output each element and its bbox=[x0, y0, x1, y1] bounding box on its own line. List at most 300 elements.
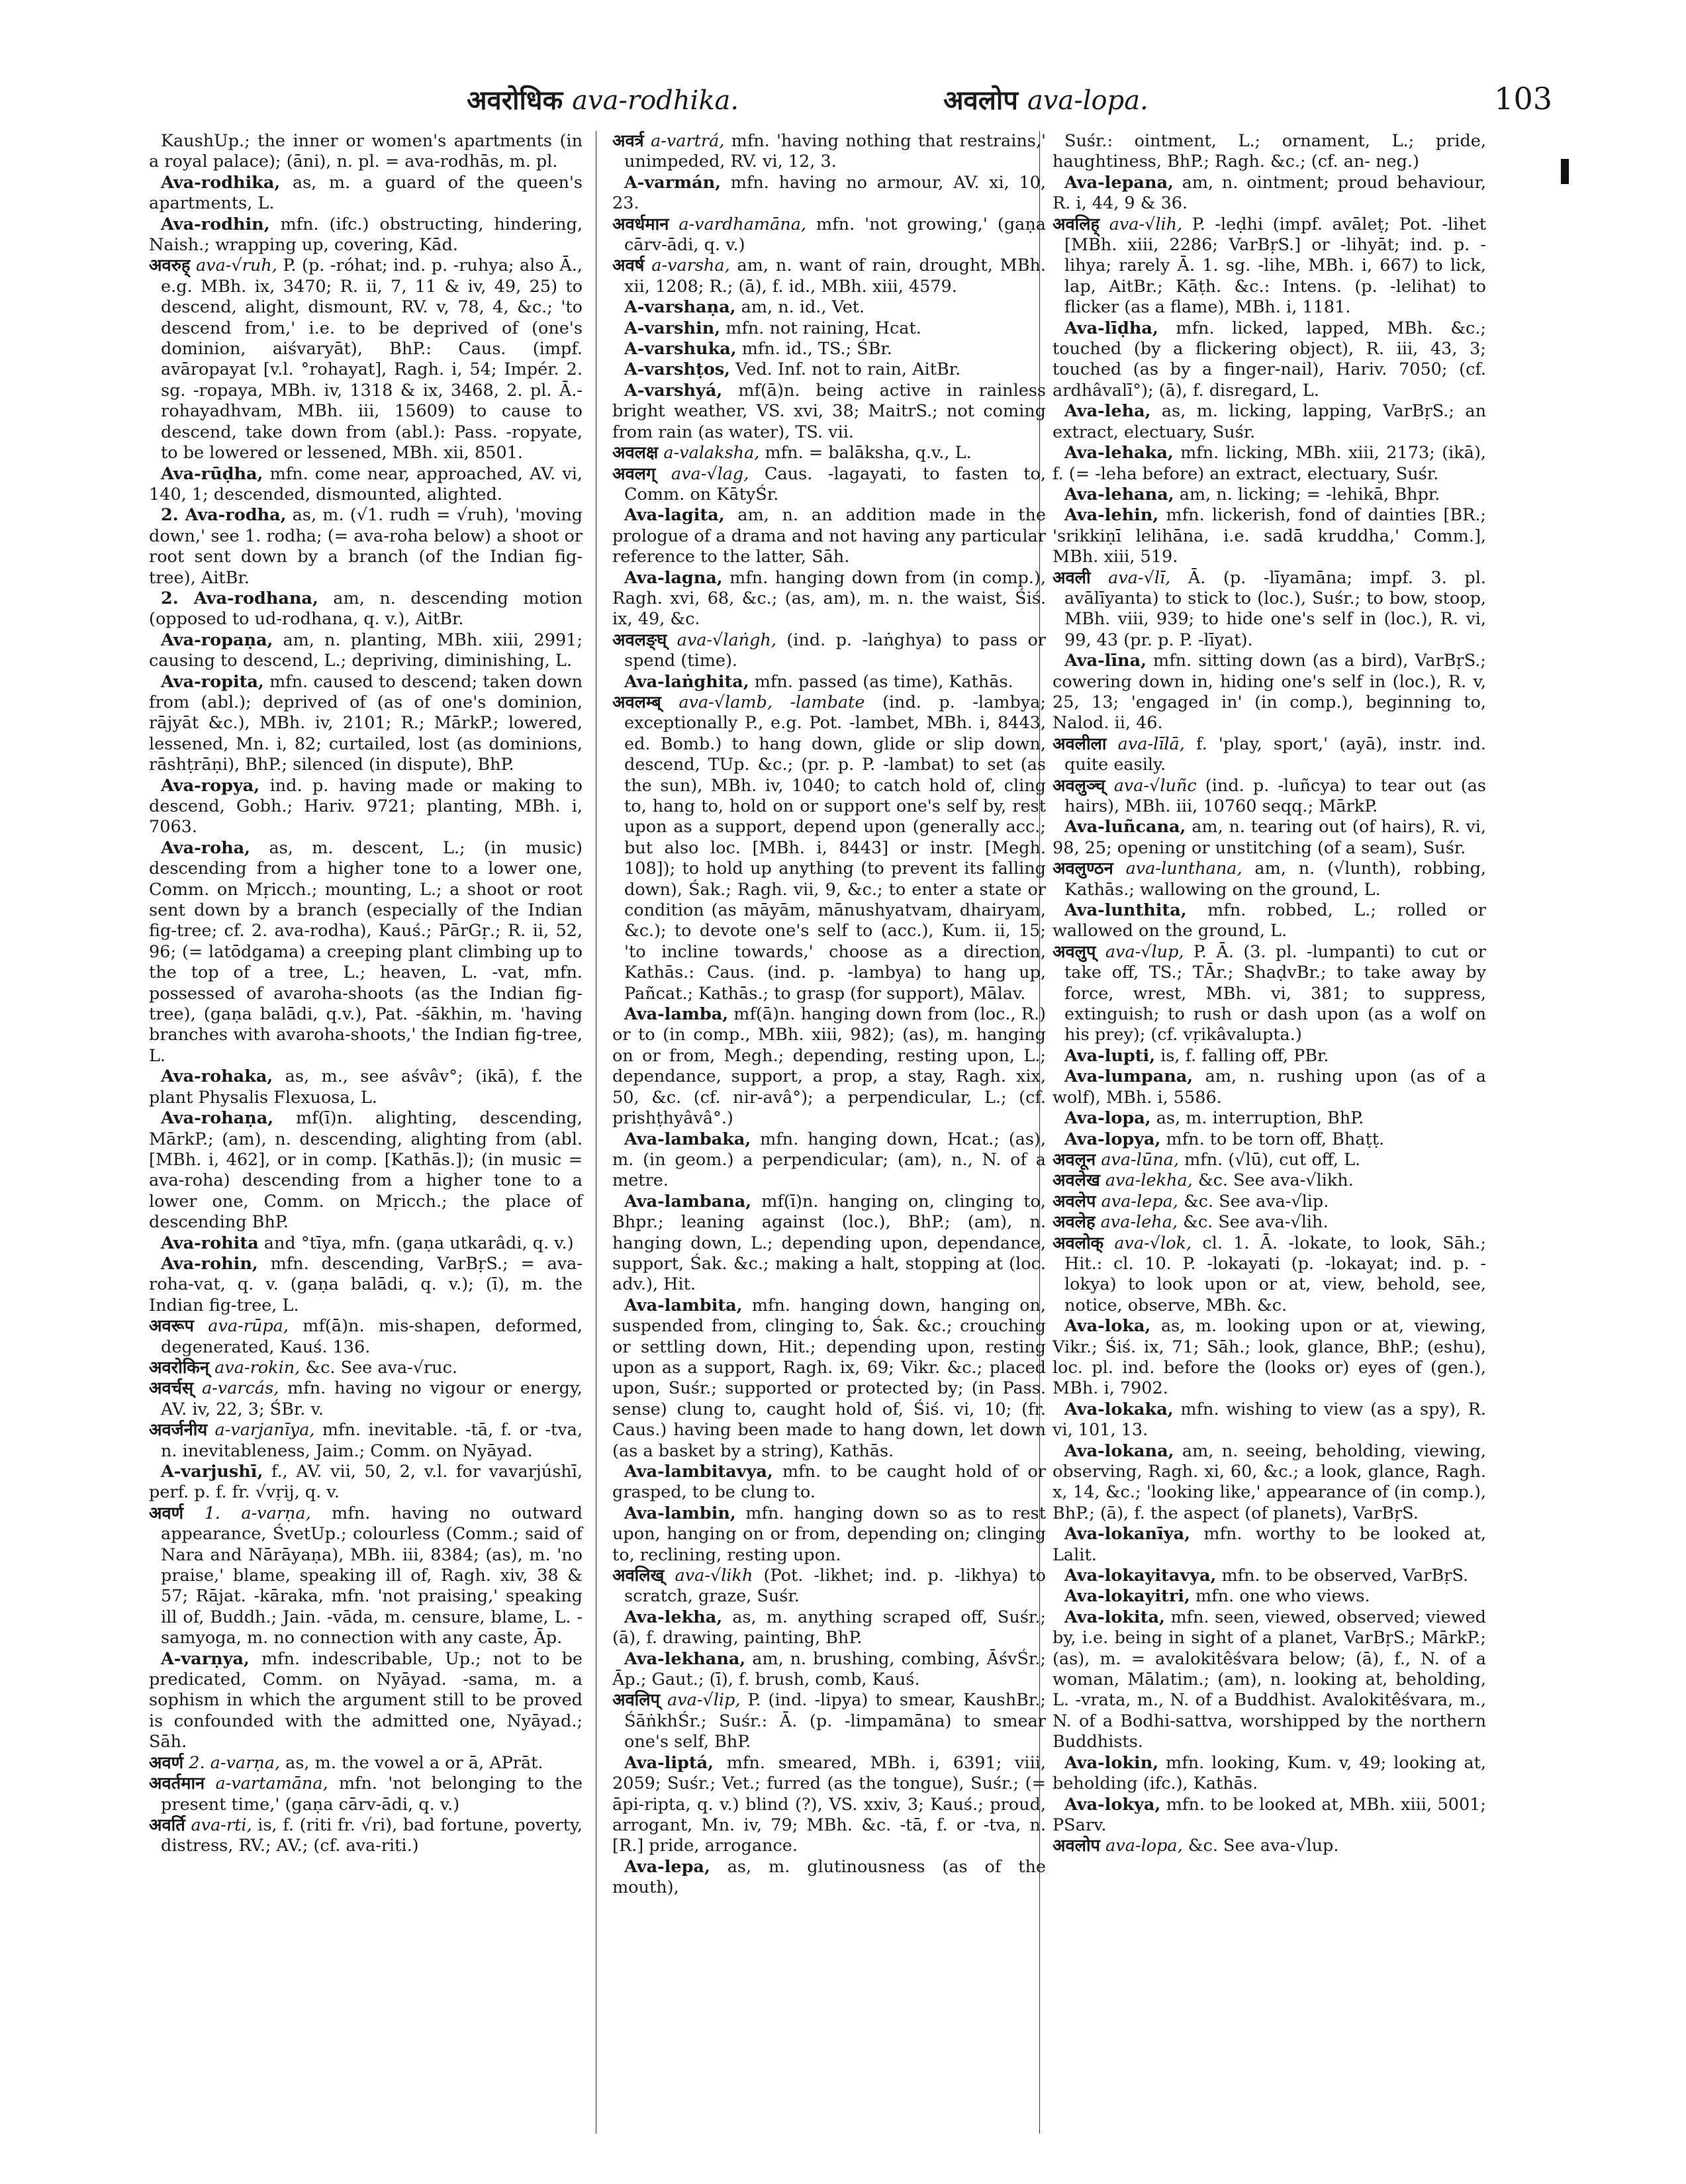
page-header bbox=[149, 81, 1552, 120]
sub-entry bbox=[1053, 318, 1486, 402]
bold-headword: Ava-rodhin, bbox=[161, 214, 270, 234]
margin-mark bbox=[1561, 159, 1569, 184]
devanagari-headword: अवर्जनीय bbox=[149, 1420, 208, 1441]
entry-definition: mfn. not raining, Hcat. bbox=[720, 318, 921, 338]
sub-entry bbox=[149, 1108, 583, 1233]
entry-definition: mf(ī)n. alighting, descending, MārkP.; (am), n. descending, alighting from (abl. [MBh. i, 462], or in comp. [Kathās.]); (in music = ava-roha) descending from a higher tone to a lower one, Comm. on Mṛicch.; the place of descending BhP. bbox=[149, 1108, 583, 1233]
entry-definition: as, m. a guard of the queen's apartments, L. bbox=[149, 172, 583, 214]
main-entry bbox=[149, 1774, 583, 1815]
devanagari-headword: अवलग् bbox=[612, 463, 656, 484]
sub-entry bbox=[1053, 1607, 1486, 1753]
sub-entry bbox=[612, 297, 1046, 318]
main-entry bbox=[612, 630, 1046, 672]
devanagari-headword: अवर्ति bbox=[149, 1815, 185, 1835]
devanagari-headword: अवलङ्घ् bbox=[612, 630, 667, 650]
main-entry bbox=[612, 464, 1046, 506]
transliterated-headword: a-vardhamāna, bbox=[679, 214, 807, 234]
devanagari-headword: अवलिप् bbox=[612, 1690, 661, 1711]
bold-headword: Ava-lopa, bbox=[1064, 1108, 1151, 1129]
transliterated-headword: ava-√lip, bbox=[667, 1690, 741, 1711]
bold-headword: Ava-luñcana, bbox=[1064, 817, 1186, 837]
entry-definition: mfn. hanging down, hanging on, suspended from, clinging to, Śak. &c.; crouching or settling down, Hit.; depending upon, resting upon as a support, Ragh. ix, 69; Vikr. &c.; placed upon, Suśr.; supported or protected by; (in Pass. sense) clung to, caught hold of, Śiś. vi, 10; (fr. Caus.) having been made to hang down, let down (as a basket by a string), Kathās. bbox=[612, 1295, 1046, 1461]
sub-entry bbox=[1053, 1316, 1486, 1400]
entry-definition: ind. p. having made or making to descend, Gobh.; Hariv. 9721; planting, MBh. i, 7063. bbox=[149, 775, 583, 837]
transliterated-headword: a-valaksha, bbox=[663, 443, 760, 463]
dictionary-column-2 bbox=[612, 131, 1046, 1899]
bold-headword: Ava-līḍha, bbox=[1064, 318, 1158, 338]
entry-definition: mfn. (ifc.) obstructing, hindering, Naish.; wrapping up, covering, Kād. bbox=[149, 214, 583, 256]
main-entry bbox=[612, 443, 1046, 463]
entry-definition: mfn. looking, Kum. v, 49; looking at, beholding (ifc.), Kathās. bbox=[1053, 1752, 1486, 1794]
entry-definition: mfn. smeared, MBh. i, 6391; viii, 2059; Suśr.; Vet.; furred (as the tongue), Suśr.; (= āpi-ripta, q. v.) blind (?), VS. xxiv, 3; Kauś.; proud, arrogant, Mn. iv, 79; MBh. &c. -tā, f. or -tva, n. [R.] pride, arrogance. bbox=[612, 1752, 1046, 1856]
bold-headword: Ava-lekha, bbox=[624, 1607, 723, 1627]
entry-definition: mfn. passed (as time), Kathās. bbox=[749, 671, 1013, 692]
right-running-head bbox=[943, 81, 1148, 117]
entry-definition: (ind. p. -luñcya) to tear out (as hairs), MBh. iii, 10760 seqq.; MārkP. bbox=[1064, 775, 1486, 816]
entry-definition: mfn. caused to descend; taken down from (abl.); deprived of (as of one's dominion, rājyāt &c.), MBh. iv, 2101; R.; MārkP.; lowered, lessened, Mn. i, 82; curtailed, lost (as dominions, rāshṭrāṇi), BhP.; silenced (in dispute), BhP. bbox=[149, 671, 583, 775]
sub-entry bbox=[1053, 1129, 1486, 1150]
devanagari-headword: अवर्ण bbox=[149, 1752, 184, 1773]
sub-entry bbox=[612, 381, 1046, 443]
bold-headword: 2. Ava-rodha, bbox=[161, 505, 287, 526]
entry-definition: am, n. (√lunth), robbing, Kathās.; wallowing on the ground, L. bbox=[1064, 859, 1486, 900]
main-entry bbox=[149, 1503, 583, 1649]
devanagari-headword: अवलून bbox=[1053, 1149, 1096, 1170]
entry-definition: mf(ā)n. hanging down from (loc., R.) or to (in comp., MBh. xiii, 982); (as), m. hanging on or from, Megh.; depending, resting upon, L.; dependance, support, a prop, a stay, Ragh. xix, 50, &c. (cf. nir-avâ°); a perpendicular, L.; (cf. prishṭhyâvâ°.) bbox=[612, 1004, 1046, 1129]
bold-headword: Ava-lumpana, bbox=[1064, 1067, 1194, 1087]
bold-headword: Ava-lehaka, bbox=[1064, 443, 1174, 463]
bold-headword: A-varjushī, bbox=[161, 1462, 263, 1482]
transliterated-headword: a-varcás, bbox=[201, 1378, 279, 1399]
devanagari-headword: अवर्ण bbox=[149, 1503, 184, 1523]
entry-definition: mfn. having no vigour or energy, AV. iv, 22, 3; ŚBr. v. bbox=[161, 1378, 583, 1419]
dictionary-column-3 bbox=[1053, 131, 1486, 1857]
sub-entry bbox=[612, 1129, 1046, 1192]
bold-headword: Ava-lambaka, bbox=[624, 1129, 751, 1149]
bold-headword: Ava-liptá, bbox=[624, 1752, 714, 1773]
entry-definition: am, n. rushing upon (as of a wolf), MBh. i, 5586. bbox=[1053, 1067, 1486, 1108]
entry-definition: mf(ī)n. hanging on, clinging to, Bhpr.; leaning against (loc.), BhP.; (am), n. hanging down, L.; depending upon, dependance, support, Śak. &c.; making a halt, stopping at (loc. adv.), Hit. bbox=[612, 1191, 1046, 1295]
main-entry bbox=[612, 131, 1046, 173]
main-entry bbox=[149, 1358, 583, 1378]
sub-entry bbox=[612, 1296, 1046, 1462]
entry-definition: mfn. licking, MBh. xiii, 2173; (ikā), f. (= -leha before) an extract, electuary, Suśr. bbox=[1053, 443, 1486, 484]
bold-headword: Ava-leha, bbox=[1064, 401, 1151, 422]
entry-definition: mfn. worthy to be looked at, Lalit. bbox=[1053, 1524, 1486, 1565]
sub-entry bbox=[149, 776, 583, 838]
bold-headword: Ava-lepana, bbox=[1064, 172, 1174, 193]
dictionary-column-1 bbox=[149, 131, 583, 1857]
entry-definition: am, n. ointment; proud behaviour, R. i, 44, 9 & 36. bbox=[1053, 172, 1486, 214]
entry-definition: mf(ā)n. mis-shapen, deformed, degenerated, Kauś. 136. bbox=[161, 1316, 583, 1357]
entry-definition: mfn. inevitable. -tā, f. or -tva, n. inevitableness, Jaim.; Comm. on Nyāyad. bbox=[161, 1420, 583, 1461]
main-entry bbox=[1053, 214, 1486, 318]
entry-definition: am, n. planting, MBh. xiii, 2991; causing to descend, L.; depriving, diminishing, L. bbox=[149, 630, 583, 671]
sub-entry bbox=[149, 1462, 583, 1503]
entry-definition: mfn. (√lū), cut off, L. bbox=[1178, 1149, 1361, 1170]
devanagari-headword: अवलुञ्च् bbox=[1053, 775, 1105, 796]
transliterated-headword: a-vartrá, bbox=[651, 131, 725, 151]
transliterated-headword: ava-√lamb, -lambate bbox=[679, 692, 865, 712]
sub-entry bbox=[1053, 1566, 1486, 1586]
transliterated-headword: ava-√lih, bbox=[1109, 214, 1183, 234]
devanagari-headword: अवर्ष bbox=[612, 256, 645, 276]
transliterated-headword: 1. a-varṇa, bbox=[204, 1503, 311, 1523]
entry-definition: mfn. robbed, L.; rolled or wallowed on the ground, L. bbox=[1053, 900, 1486, 941]
entry-definition: mfn. wishing to view (as a spy), R. vi, 101, 13. bbox=[1053, 1399, 1486, 1441]
devanagari-headword: अवर्त्र bbox=[612, 131, 644, 151]
entry-definition: mfn. to be looked at, MBh. xiii, 5001; PSarv. bbox=[1053, 1794, 1486, 1835]
devanagari-headword: अवलक्ष bbox=[612, 443, 659, 463]
transliterated-headword: ava-lūna, bbox=[1101, 1149, 1179, 1170]
sub-entry bbox=[1053, 1400, 1486, 1441]
sub-entry bbox=[149, 505, 583, 589]
page-number: 103 bbox=[1494, 81, 1552, 117]
sub-entry bbox=[612, 1462, 1046, 1503]
bold-headword: Ava-lamba, bbox=[624, 1004, 729, 1025]
devanagari-headword: अवली bbox=[1053, 567, 1091, 588]
sub-entry bbox=[612, 1753, 1046, 1857]
bold-headword: Ava-lokana, bbox=[1064, 1441, 1174, 1461]
sub-entry bbox=[149, 630, 583, 672]
sub-entry bbox=[612, 672, 1046, 692]
bold-headword: Ava-lepa, bbox=[624, 1856, 710, 1877]
bold-headword: Ava-rodhika, bbox=[161, 172, 281, 193]
sub-entry bbox=[1053, 505, 1486, 567]
bold-headword: Ava-lupti, bbox=[1064, 1045, 1156, 1066]
bold-headword: Ava-laṅghita, bbox=[624, 671, 749, 692]
sub-entry bbox=[1053, 1441, 1486, 1525]
bold-headword: Ava-rohaka, bbox=[161, 1067, 273, 1087]
devanagari-headword: अवलोप bbox=[1053, 1836, 1101, 1856]
sub-entry bbox=[1053, 1108, 1486, 1129]
devanagari-headword: अवलिख् bbox=[612, 1566, 665, 1586]
devanagari-headword: अवर्चस् bbox=[149, 1378, 194, 1399]
sub-entry bbox=[149, 1233, 583, 1254]
bold-headword: Ava-lokita, bbox=[1064, 1607, 1165, 1627]
devanagari-headword: अवलिह् bbox=[1053, 214, 1100, 234]
bold-headword: A-varshuka, bbox=[624, 339, 737, 359]
devanagari-headword: अवलेप bbox=[1053, 1191, 1096, 1211]
sub-entry bbox=[1053, 651, 1486, 734]
sub-entry bbox=[612, 1503, 1046, 1566]
entry-definition: am, n. id., Vet. bbox=[735, 297, 865, 318]
entry-definition: as, m. interruption, BhP. bbox=[1150, 1108, 1364, 1129]
transliterated-headword: ava-rokin, bbox=[214, 1357, 301, 1378]
entry-definition: mfn. to be observed, VarBṛS. bbox=[1216, 1566, 1469, 1586]
main-entry bbox=[1053, 1233, 1486, 1317]
entry-definition: as, m. looking upon or at, viewing, Vikr.; Śiś. ix, 71; Sāh.; look, glance, BhP.; (eshu), loc. pl. ind. before the (looks or) eyes of (gen.), MBh. i, 7902. bbox=[1053, 1316, 1486, 1399]
main-entry bbox=[149, 1815, 583, 1857]
entry-definition: (Pot. -likhet; ind. p. -likhya) to scratch, graze, Suśr. bbox=[624, 1566, 1047, 1607]
transliterated-headword: ava-leha, bbox=[1100, 1212, 1178, 1233]
entry-definition: Ved. Inf. not to rain, AitBr. bbox=[730, 359, 961, 380]
right-head-latin: ava-lopa. bbox=[1027, 85, 1148, 116]
entry-definition: mfn. lickerish, fond of dainties [BR.; 'srikkiṇī lelihāna, i.e. sadā kruddha,' Comm.], MBh. xiii, 519. bbox=[1053, 505, 1486, 567]
sub-entry bbox=[1053, 401, 1486, 443]
transliterated-headword: ava-lopa, bbox=[1105, 1836, 1183, 1856]
main-entry bbox=[1053, 568, 1486, 651]
bold-headword: Ava-lambitavya, bbox=[624, 1462, 773, 1482]
sub-entry bbox=[149, 173, 583, 214]
bold-headword: A-varshaṇa, bbox=[624, 297, 736, 318]
entry-definition: as, m., see aśvâv°; (ikā), f. the plant Physalis Flexuosa, L. bbox=[149, 1067, 583, 1108]
sub-entry bbox=[1053, 1067, 1486, 1108]
sub-entry bbox=[149, 589, 583, 630]
entry-definition: am, n. tearing out (of hairs), R. vi, 98, 25; opening or unstitching (of a seam), Suśr. bbox=[1053, 817, 1486, 858]
entry-definition: as, m. descent, L.; (in music) descending from a higher tone to a lower one, Comm. on Mṛicch.; mounting, L.; a shoot or root sent down by a branch (especially of the Indian fig-tree; cf. 2. ava-rodha), Kauś.; PārGṛ.; R. ii, 52, 96; (= latōdgama) a creeping plant climbing up to the top of a tree, L.; heaven, L. -vat, mfn. possessed of avaroha-shoots (as the Indian fig-tree), (gaṇa balādi, q.v.), Pat. -śākhin, m. 'having branches with avaroha-shoots,' the Indian fig-tree, L. bbox=[149, 837, 583, 1066]
entry-definition: mfn. descending, VarBṛS.; = ava-roha-vat, q. v. (gaṇa balādi, q. v.); (ī), m. the Indian fig-tree, L. bbox=[149, 1253, 583, 1315]
entry-definition: mfn. 'not belonging to the present time,' (gaṇa cārv-ādi, q. v.) bbox=[161, 1774, 583, 1815]
bold-headword: Ava-ropaṇa, bbox=[161, 630, 273, 650]
sub-entry bbox=[149, 464, 583, 506]
devanagari-headword: अवरुह् bbox=[149, 256, 191, 276]
main-entry bbox=[1053, 1192, 1486, 1212]
sub-entry bbox=[1053, 1586, 1486, 1607]
bold-headword: Ava-lagna, bbox=[624, 567, 723, 588]
main-entry bbox=[149, 1420, 583, 1462]
bold-headword: Ava-roha, bbox=[161, 837, 251, 858]
entry-definition: as, m. licking, lapping, VarBṛS.; an extract, electuary, Suśr. bbox=[1053, 401, 1486, 442]
bold-headword: Ava-ropya, bbox=[161, 775, 260, 796]
bold-headword: Ava-rohita bbox=[161, 1233, 259, 1253]
bold-headword: Ava-rohin, bbox=[161, 1253, 258, 1274]
devanagari-headword: अवर्तमान bbox=[149, 1774, 205, 1794]
entry-definition: mfn. 'not growing,' (gaṇa cārv-ādi, q. v.) bbox=[624, 214, 1046, 256]
sub-entry bbox=[1053, 131, 1486, 173]
entry-definition: is, f. (riti fr. √ri), bad fortune, poverty, distress, RV.; AV.; (cf. ava-riti.) bbox=[161, 1815, 583, 1856]
bold-headword: Ava-lokayitavya, bbox=[1064, 1566, 1217, 1586]
devanagari-headword: अवलीला bbox=[1053, 734, 1107, 754]
main-entry bbox=[1053, 776, 1486, 818]
main-entry bbox=[1053, 1150, 1486, 1170]
entry-definition: Caus. -lagayati, to fasten to, Comm. on KātyŚr. bbox=[624, 463, 1046, 504]
main-entry bbox=[1053, 1836, 1486, 1856]
bold-headword: Ava-lambin, bbox=[624, 1503, 736, 1523]
transliterated-headword: ava-√laṅgh, bbox=[677, 630, 776, 650]
entry-definition: is, f. falling off, PBr. bbox=[1155, 1045, 1329, 1066]
transliterated-headword: ava-lepa, bbox=[1101, 1191, 1178, 1211]
transliterated-headword: ava-līlā, bbox=[1117, 734, 1185, 754]
entry-definition: am, n. seeing, beholding, viewing, observing, Ragh. xi, 60, &c.; a look, glance, Ragh. x, 14, &c.; 'looking like,' appearance of (in comp.), BhP.; (ā), f. the aspect (of planets), VarBṛS. bbox=[1053, 1441, 1486, 1523]
entry-definition: mfn. having no armour, AV. xi, 10, 23. bbox=[612, 172, 1046, 214]
bold-headword: Ava-lambana, bbox=[624, 1191, 752, 1211]
bold-headword: Ava-lokya, bbox=[1064, 1794, 1161, 1815]
transliterated-headword: a-varsha, bbox=[651, 256, 730, 276]
transliterated-headword: ava-√likh bbox=[675, 1566, 753, 1586]
bold-headword: Ava-ropita, bbox=[161, 671, 264, 692]
entry-definition: am, n. brushing, combing, ĀśvŚr.; Āp.; Gaut.; (ī), f. brush, comb, Kauś. bbox=[612, 1648, 1046, 1690]
entry-definition: as, m. glutinousness (as of the mouth), bbox=[612, 1856, 1046, 1898]
devanagari-headword: अवलेह bbox=[1053, 1212, 1096, 1233]
entry-definition: mfn. sitting down (as a bird), VarBṛS.; cowering down in, hiding one's self in (loc.), R. v, 25, 13; 'engaged in' (in comp.), beginning to, Nalod. ii, 46. bbox=[1053, 651, 1486, 734]
bold-headword: Ava-lehana, bbox=[1064, 484, 1174, 504]
devanagari-headword: अवरोकिन् bbox=[149, 1357, 210, 1378]
sub-entry bbox=[612, 359, 1046, 380]
entry-definition: (ind. p. -laṅghya) to pass or spend (time). bbox=[624, 630, 1046, 671]
entry-definition: mfn. hanging down, Hcat.; (as), m. (in geom.) a perpendicular; (am), n., N. of a metre. bbox=[612, 1129, 1046, 1191]
right-head-devanagari: अवलोप bbox=[943, 85, 1018, 116]
entry-definition: mfn. id., TS.; ŚBr. bbox=[736, 339, 892, 359]
entry-definition: &c. See ava-√ruc. bbox=[300, 1357, 457, 1378]
devanagari-headword: अवलुण्ठन bbox=[1053, 859, 1113, 879]
devanagari-headword: अवलम्ब् bbox=[612, 692, 661, 712]
entry-definition: KaushUp.; the inner or women's apartments (in a royal palace); (āni), n. pl. = ava-rodhās, m. pl. bbox=[149, 131, 583, 172]
main-entry bbox=[612, 692, 1046, 1004]
entry-definition: &c. See ava-√likh. bbox=[1192, 1170, 1354, 1191]
bold-headword: A-varmán, bbox=[624, 172, 722, 193]
transliterated-headword: ava-lunthana, bbox=[1125, 859, 1242, 879]
devanagari-headword: अवलेख bbox=[1053, 1170, 1100, 1191]
bold-headword: Ava-līna, bbox=[1064, 651, 1147, 671]
left-head-latin: ava-rodhika. bbox=[572, 85, 739, 116]
sub-entry bbox=[612, 1004, 1046, 1129]
devanagari-headword: अवर्धमान bbox=[612, 214, 669, 234]
entry-definition: mfn. to be caught hold of or grasped, to be clung to. bbox=[612, 1462, 1046, 1503]
bold-headword: Ava-lekhana, bbox=[624, 1648, 746, 1669]
sub-entry bbox=[149, 214, 583, 256]
main-entry bbox=[1053, 734, 1486, 776]
bold-headword: Ava-lokin, bbox=[1064, 1752, 1159, 1773]
entry-definition: cl. 1. Ā. -lokate, to look, Sāh.; Hit.: cl. 10. P. -lokayati (p. -lokayat; ind. p. -lokya) to look upon or at, view, behold, see, notice, observe, MBh. &c. bbox=[1064, 1233, 1486, 1315]
sub-entry bbox=[612, 318, 1046, 339]
devanagari-headword: अवरूप bbox=[149, 1316, 194, 1337]
entry-definition: mfn. hanging down so as to rest upon, hanging on or from, depending on; clinging to, reclining, resting upon. bbox=[612, 1503, 1046, 1565]
transliterated-headword: ava-√lup, bbox=[1105, 941, 1184, 962]
entry-definition: &c. See ava-√lih. bbox=[1178, 1212, 1329, 1233]
main-entry bbox=[1053, 1170, 1486, 1191]
sub-entry bbox=[1053, 817, 1486, 859]
entry-definition: mfn. to be torn off, Bhaṭṭ. bbox=[1160, 1129, 1385, 1149]
entry-definition: mfn. indescribable, Up.; not to be predicated, Comm. on Nyāyad. -sama, m. a sophism in which the argument still to be proved is confounded with the admitted one, Nyāyad.; Sāh. bbox=[149, 1648, 583, 1752]
transliterated-headword: ava-√luñc bbox=[1113, 775, 1197, 796]
bold-headword: Ava-lokayitri, bbox=[1064, 1586, 1190, 1607]
entry-definition: am, n. want of rain, drought, MBh. xii, 1208; R.; (ā), f. id., MBh. xiii, 4579. bbox=[624, 256, 1047, 297]
entry-definition: &c. See ava-√lip. bbox=[1178, 1191, 1329, 1211]
main-entry bbox=[149, 1378, 583, 1420]
entry-definition: am, n. licking; = -lehikā, Bhpr. bbox=[1174, 484, 1440, 504]
devanagari-headword: अवलोक् bbox=[1053, 1233, 1104, 1253]
entry-definition: mfn. having no outward appearance, ŚvetUp.; colourless (Comm.; said of Nara and Nārāyaṇa), MBh. iii, 8384; (as), m. 'no praise,' blame, speaking ill of, Ragh. xiv, 38 & 57; Rājat. -kāraka, mfn. 'not praising,' speaking ill of, Buddh.; Jain. -vāda, m. censure, blame, L. -samyoga, m. no connection with any caste, Āp. bbox=[161, 1503, 583, 1648]
sub-entry bbox=[612, 1857, 1046, 1899]
sub-entry bbox=[612, 339, 1046, 359]
devanagari-headword: अवलुप् bbox=[1053, 941, 1096, 962]
transliterated-headword: ava-√ruh, bbox=[196, 256, 277, 276]
sub-entry bbox=[1053, 1795, 1486, 1836]
bold-headword: Ava-lokaka, bbox=[1064, 1399, 1174, 1419]
sub-entry bbox=[149, 672, 583, 776]
sub-entry bbox=[149, 1067, 583, 1108]
bold-headword: Ava-lopya, bbox=[1064, 1129, 1161, 1149]
bold-headword: Ava-lehin, bbox=[1064, 505, 1159, 526]
entry-definition: mf(ā)n. being active in rainless bright weather, VS. xvi, 38; MaitrS.; not coming from rain (as water), TS. vii. bbox=[612, 380, 1046, 442]
entry-definition: mfn. seen, viewed, observed; viewed by, i.e. being in sight of a planet, VarBṛS.; MārkP.; (as), m. = avalokitêśvara below; (ā), f., N. of a woman, Mālatim.; (am), n. looking at, beholding, L. -vrata, m., N. of a Buddhist. Avalokitêśvara, m., N. of a Bodhi-sattva, worshipped by the northern Buddhists. bbox=[1053, 1607, 1486, 1752]
bold-headword: Ava-lunthita, bbox=[1064, 900, 1187, 921]
sub-entry bbox=[1053, 1753, 1486, 1795]
bold-headword: A-varshin, bbox=[624, 318, 721, 338]
entry-definition: Suśr.: ointment, L.; ornament, L.; pride, haughtiness, BhP.; Ragh. &c.; (cf. an- neg.) bbox=[1053, 131, 1486, 172]
transliterated-headword: 2. a-varṇa, bbox=[189, 1752, 281, 1773]
transliterated-headword: a-varjanīya, bbox=[214, 1420, 315, 1441]
sub-entry bbox=[612, 1192, 1046, 1296]
main-entry bbox=[612, 214, 1046, 256]
sub-entry bbox=[1053, 443, 1486, 485]
entry-definition: mfn. = balāksha, q.v., L. bbox=[759, 443, 972, 463]
main-entry bbox=[149, 256, 583, 463]
entry-definition: as, m. the vowel a or ā, APrāt. bbox=[280, 1752, 543, 1773]
main-entry bbox=[1053, 859, 1486, 900]
transliterated-headword: ava-√lag, bbox=[671, 463, 749, 484]
main-entry bbox=[612, 1566, 1046, 1607]
entry-definition: f. 'play, sport,' (ayā), instr. ind. quite easily. bbox=[1064, 734, 1486, 775]
transliterated-headword: ava-√lī, bbox=[1108, 567, 1171, 588]
entry-definition: f., AV. vii, 50, 2, v.l. for vavarjúshī, perf. p. f. fr. √vṛij, q. v. bbox=[149, 1462, 583, 1503]
main-entry bbox=[612, 1690, 1046, 1752]
bold-headword: A-varṇya, bbox=[161, 1648, 250, 1669]
bold-headword: 2. Ava-rodhana, bbox=[161, 588, 318, 608]
entry-definition: &c. See ava-√lup. bbox=[1182, 1836, 1339, 1856]
entry-definition: P. (ind. -lipya) to smear, KaushBr.; ŚāṅkhŚr.; Suśr.: Ā. (p. -limpamāna) to smear one's self, BhP. bbox=[624, 1690, 1046, 1752]
bold-headword: Ava-rohaṇa, bbox=[161, 1108, 274, 1129]
main-entry bbox=[1053, 942, 1486, 1046]
left-running-head bbox=[467, 81, 739, 117]
sub-entry bbox=[1053, 173, 1486, 214]
entry-definition: Ā. (p. -līyamāna; impf. 3. pl. avālīyanta) to stick to (loc.), Suśr.; to bow, stoop, MBh. viii, 939; to hide one's self in (loc.), R. vi, 99, 43 (pr. p. P. -līyat). bbox=[1064, 567, 1486, 650]
sub-entry bbox=[1053, 485, 1486, 505]
entry-definition: (ind. p. -lambya; exceptionally P., e.g. Pot. -lambet, MBh. i, 8443, ed. Bomb.) to hang down, glide or slip down, descend, TUp. &c.; (pr. p. P. -lambat) to set (as the sun), MBh. iv, 1040; to catch hold of, cling to, hang to, hold on or support one's self by, rest upon as a support, depend upon (generally acc.; but also loc. [MBh. i, 8443] or instr. [Megh. 108]); to hold up anything (to prevent its falling down), Śak.; Ragh. vii, 9, &c.; to enter a state or condition (as māyām, mānushyatvam, dhairyam, &c.); to devote one's self to (acc.), Kum. ii, 15; 'to incline towards,' choose as a direction, Kathās.: Caus. (ind. p. -lambya) to hang up, Pañcat.; Kathās.; to grasp (for support), Mālav. bbox=[624, 692, 1046, 1004]
sub-entry bbox=[612, 173, 1046, 214]
bold-headword: A-varshṭos, bbox=[624, 359, 731, 380]
sub-entry bbox=[612, 505, 1046, 567]
bold-headword: Ava-lambita, bbox=[624, 1295, 743, 1315]
entry-definition: mfn. come near, approached, AV. vi, 140, 1; descended, dismounted, alighted. bbox=[149, 463, 583, 504]
main-entry bbox=[612, 256, 1046, 297]
entry-definition: as, m. anything scraped off, Suśr.; (ā), f. drawing, painting, BhP. bbox=[612, 1607, 1046, 1648]
transliterated-headword: a-vartamāna, bbox=[215, 1774, 328, 1794]
sub-entry bbox=[1053, 900, 1486, 942]
sub-entry bbox=[149, 131, 583, 173]
transliterated-headword: ava-lekha, bbox=[1105, 1170, 1193, 1191]
transliterated-headword: ava-rti, bbox=[191, 1815, 252, 1835]
entry-definition: P. (p. -róhat; ind. p. -ruhya; also Ā., e.g. MBh. ix, 3470; R. ii, 7, 11 & iv, 49, 25) to descend, alight, dismount, RV. v, 78, 4, &c.; 'to descend from,' i.e. to be deprived of (one's dominion, aiśvaryāt), BhP.: Caus. (impf. avāropayat [v.l. °rohayat], Ragh. i, 54; Impér. 2. sg. -ropaya, MBh. iv, 1318 & ix, 3468, 2. pl. Ā.-rohayadhvam, MBh. iii, 15609) to cause to descend, take down from (abl.): Pass. -ropyate, to be lowered or lessened, MBh. xii, 8501. bbox=[161, 256, 583, 463]
transliterated-headword: ava-rūpa, bbox=[208, 1316, 289, 1337]
sub-entry bbox=[1053, 1524, 1486, 1566]
bold-headword: A-varshyá, bbox=[624, 380, 723, 401]
entry-definition: am, n. descending motion (opposed to ud-rodhana, q. v.), AitBr. bbox=[149, 588, 583, 630]
sub-entry bbox=[612, 568, 1046, 630]
bold-headword: Ava-rūḍha, bbox=[161, 463, 263, 484]
entry-definition: P. Ā. (3. pl. -lumpanti) to cut or take off, TS.; TĀr.; ShaḍvBr.; to take away by force, wrest, MBh. vi, 381; to suppress, extinguish; to rush or dash upon (as a wolf on his prey); (cf. vṛikâvalupta.) bbox=[1064, 941, 1486, 1045]
entry-definition: am, n. an addition made in the prologue of a drama and not having any particular reference to the latter, Sāh. bbox=[612, 505, 1046, 567]
sub-entry bbox=[1053, 1046, 1486, 1067]
left-head-devanagari: अवरोधिक bbox=[467, 85, 563, 116]
sub-entry bbox=[612, 1607, 1046, 1649]
entry-definition: as, m. (√1. rudh = √ruh), 'moving down,' see 1. rodha; (= ava-roha below) a shoot or root sent down by a branch (of the Indian fig-tree), AitBr. bbox=[149, 505, 583, 588]
bold-headword: Ava-loka, bbox=[1064, 1316, 1151, 1337]
entry-definition: P. -leḍhi (impf. avāleṭ; Pot. -lihet [MBh. xiii, 2286; VarBṛS.] or -lihyāt; ind. p. -lihya; rarely Ā. 1. sg. -lihe, MBh. i, 667) to lick, lap, AitBr.; Kāṭh. &c.: Intens. (p. -lelihat) to flicker (as a flame), MBh. i, 1181. bbox=[1064, 214, 1487, 318]
entry-definition: mfn. one who views. bbox=[1190, 1586, 1370, 1607]
transliterated-headword: ava-√lok, bbox=[1114, 1233, 1192, 1253]
main-entry bbox=[149, 1753, 583, 1774]
sub-entry bbox=[149, 1649, 583, 1753]
sub-entry bbox=[149, 1254, 583, 1316]
sub-entry bbox=[149, 838, 583, 1067]
bold-headword: Ava-lokanīya, bbox=[1064, 1524, 1191, 1544]
entry-definition: mfn. hanging down from (in comp.), Ragh. xvi, 68, &c.; (as, am), m. n. the waist, Śiś. ix, 49, &c. bbox=[612, 567, 1046, 630]
bold-headword: Ava-lagita, bbox=[624, 505, 725, 526]
main-entry bbox=[1053, 1212, 1486, 1233]
main-entry bbox=[149, 1316, 583, 1358]
